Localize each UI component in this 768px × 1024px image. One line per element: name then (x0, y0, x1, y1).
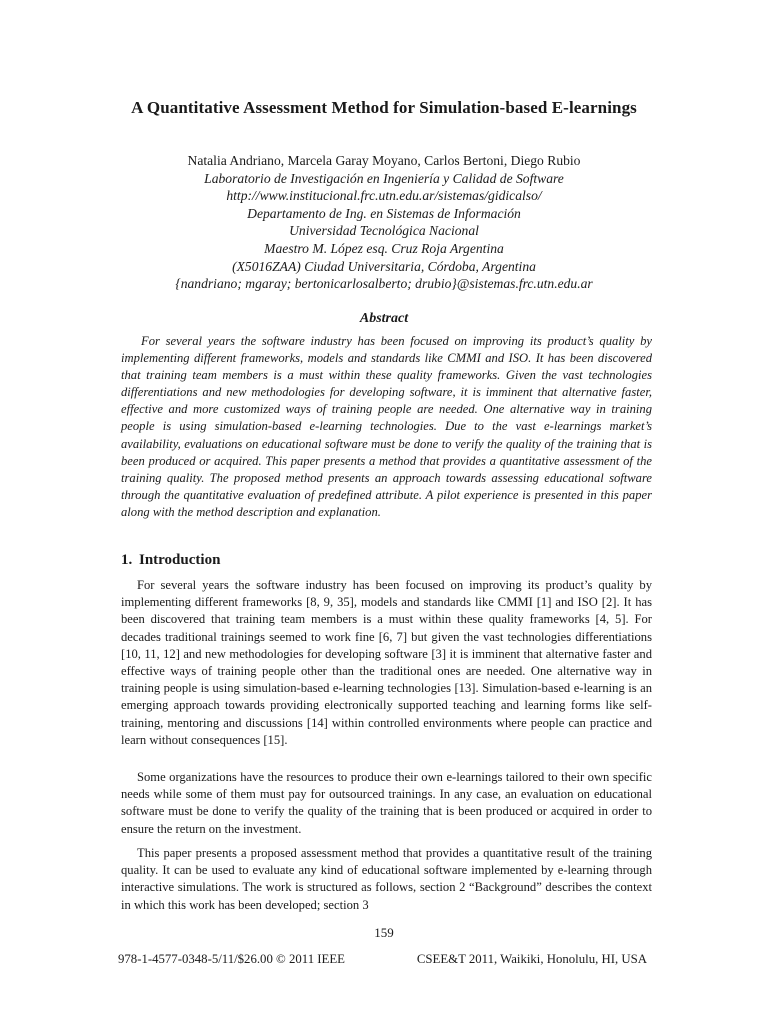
body-paragraph: Some organizations have the resources to produce their own e-learnings tailored to their own specific needs while some of them must pay for outsourced trainings. In any case, an evaluation on educational software must be done to verify the quality of the training that is been produced or acquired in order to ensure the return on the investment. (121, 770, 652, 836)
footer-copyright: 978-1-4577-0348-5/11/$26.00 © 2011 IEEE (118, 952, 346, 966)
affiliation-line: (X5016ZAA) Ciudad Universitaria, Córdoba, Argentina (232, 258, 536, 274)
abstract-heading: Abstract (359, 311, 409, 326)
footer-conference: CSEE&T 2011, Waikiki, Honolulu, HI, USA (416, 952, 647, 966)
affiliation-line: Departamento de Ing. en Sistemas de Información (247, 205, 521, 221)
section-title: Introduction (139, 552, 221, 568)
body-paragraph: For several years the software industry has been focused on improving its product’s quality by implementing different frameworks [8, 9, 35], models and standards like CMMI [1] and ISO [2]. It has been discovered that training team members is a must within these quality frameworks [4, 5]. For decades traditional trainings seemed to work fine [6, 7] but given the vast technologies differentiations [10, 11, 12] and new methodologies for developing software [3] it is imminent that alternative faster and effective ways of training people other than the traditional ones are needed. One alternative way in training people is using simulation-based e-learning technologies [13]. Simulation-based e-learning is an emerging approach towards providing electronically supported teaching and learning forms like self-training, mentoring and discussions [14] within controlled environments where people can practice and learn without consequences [15]. (121, 578, 652, 747)
page-number: 159 (374, 925, 394, 940)
paper-title: A Quantitative Assessment Method for Simulation-based E-learnings (131, 98, 637, 117)
affiliation-line: Laboratorio de Investigación en Ingeniería y Calidad de Software (204, 170, 564, 186)
affiliation-line: Maestro M. López esq. Cruz Roja Argentina (264, 240, 504, 256)
affiliation-line: Universidad Tecnológica Nacional (289, 223, 479, 239)
author-block (0, 152, 768, 293)
author-emails: {nandriano; mgaray; bertonicarlosalberto; drubio}@sistemas.frc.utn.edu.ar (175, 276, 593, 292)
section-number: 1. (121, 552, 133, 568)
body-paragraph: This paper presents a proposed assessment method that provides a quantitative result of the training quality. It can be used to evaluate any kind of educational software implemented by e-learning through interactive simulations. The work is structured as follows, section 2 “Background” describes the context in which this work has been developed; section 3 (121, 846, 652, 912)
section-heading (121, 552, 223, 569)
author-names: Natalia Andriano, Marcela Garay Moyano, Carlos Bertoni, Diego Rubio (187, 153, 581, 168)
affiliation-url: http://www.institucional.frc.utn.edu.ar/sistemas/gidicalso/ (226, 188, 542, 204)
abstract-text: For several years the software industry has been focused on improving its product’s quality by implementing different frameworks, models and standards like CMMI and ISO. It has been discovered that training team members is a must within these quality frameworks. Given the vast technologies differentiations and new methodologies for developing software, it is imminent that alternative faster, effective and more customized ways of training people are needed. One alternative way in training people is using simulation-based e-learning technologies. Due to the vast e-learnings market’s availability, evaluations on educational software must be done to verify the quality of the training that is been produced or acquired. This paper presents a method that provides a quantitative assessment of the training quality. The proposed method presents an approach towards assessing educational software through the quantitative evaluation of predefined attribute. A pilot experience is presented in this paper along with the method description and explanation. (121, 334, 652, 519)
